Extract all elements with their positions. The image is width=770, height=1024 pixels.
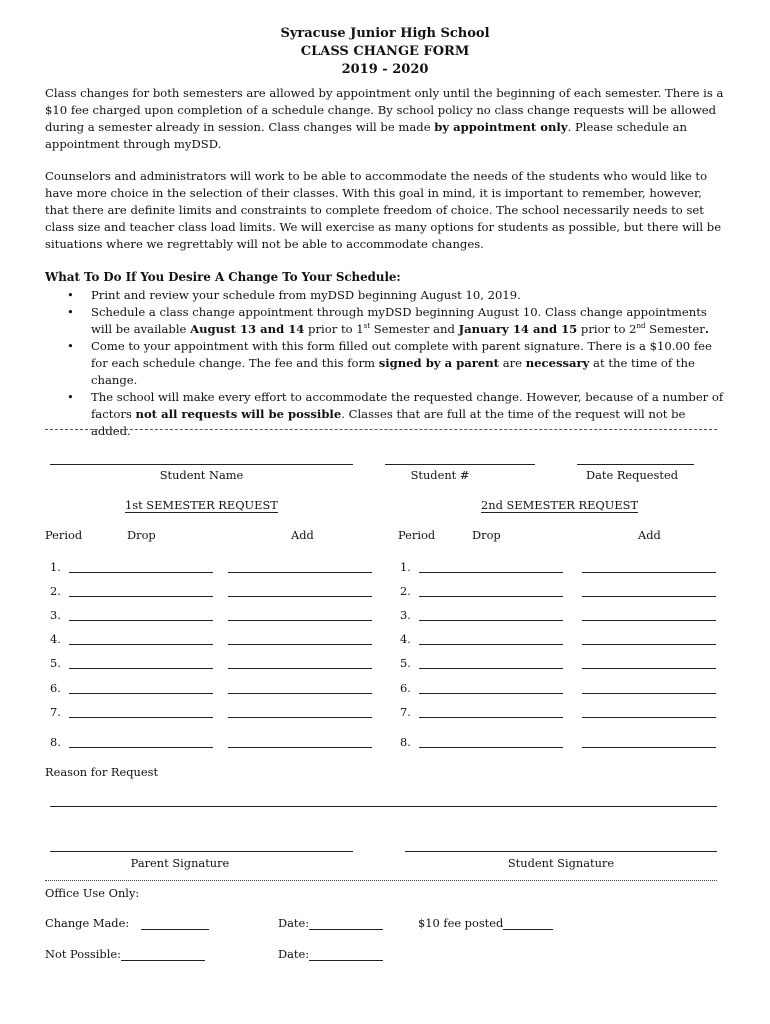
sem1-add-field[interactable] bbox=[228, 668, 372, 669]
office-divider bbox=[45, 880, 717, 881]
instruction-item: • Print and review your schedule from myDSD beginning August 10, 2019. bbox=[67, 288, 521, 302]
sem1-period-number: 4. bbox=[50, 632, 61, 646]
sem2-drop-field[interactable] bbox=[419, 717, 563, 718]
sem1-drop-field[interactable] bbox=[69, 693, 213, 694]
fee-posted-field[interactable] bbox=[503, 917, 553, 930]
sem1-drop-field[interactable] bbox=[69, 644, 213, 645]
sem1-add-field[interactable] bbox=[228, 620, 372, 621]
sem1-drop-field[interactable] bbox=[69, 717, 213, 718]
sem2-add-field[interactable] bbox=[582, 668, 716, 669]
sem2-period-number: 4. bbox=[400, 632, 411, 646]
intro-paragraph-1: Class changes for both semesters are allowed by appointment only until the beginning of each semester. There is a $10 fee charged upon completion of a schedule change. By school policy no class change requests will be allowed during a semester already in session. Class changes will be made by appointment only. Please schedule an appointment through myDSD. bbox=[45, 86, 724, 151]
sem1-period-header: Period bbox=[45, 528, 83, 542]
sem1-add-field[interactable] bbox=[228, 644, 372, 645]
sem1-period-number: 3. bbox=[50, 608, 61, 622]
sem2-add-field[interactable] bbox=[582, 693, 716, 694]
sem1-add-field[interactable] bbox=[228, 596, 372, 597]
intro-paragraph-2: Counselors and administrators will work to be able to accommodate the needs of the students who would like to have more choice in the selection of their classes. With this goal in mind, it is important to remember, however, that there are definite limits and constraints to complete freedom of choice. The school necessarily needs to set class size and teacher class load limits. We will exercise as many options for students as possible, but there will be situations where we regrettably will not be able to accommodate changes. bbox=[45, 169, 722, 251]
sem2-period-number: 6. bbox=[400, 681, 411, 695]
sem2-period-number: 3. bbox=[400, 608, 411, 622]
not-possible-date-label: Date: bbox=[278, 947, 310, 961]
sem1-add-field[interactable] bbox=[228, 693, 372, 694]
sem1-add-field[interactable] bbox=[228, 747, 372, 748]
sem1-period-number: 1. bbox=[50, 560, 61, 574]
instruction-item: • Schedule a class change appointment through myDSD beginning August 10. Class change appointments will be available August 13 and 14 prior to 1st Semester and January 14 and 15 prior to 2nd Semester. bbox=[67, 305, 709, 336]
instruction-item: • The school will make every effort to accommodate the requested change. However, because of a number of factors not all requests will be possible. Classes that are full at the time of the request will not be added. bbox=[67, 390, 724, 438]
school-name: Syracuse Junior High School bbox=[280, 26, 490, 41]
sem2-drop-field[interactable] bbox=[419, 747, 563, 748]
sem2-drop-field[interactable] bbox=[419, 693, 563, 694]
semester1-title: 1st SEMESTER REQUEST bbox=[125, 498, 278, 512]
sem2-period-number: 7. bbox=[400, 705, 411, 719]
sem2-add-field[interactable] bbox=[582, 717, 716, 718]
sem2-drop-header: Drop bbox=[472, 528, 501, 542]
sem2-drop-field[interactable] bbox=[419, 596, 563, 597]
parent-signature-field[interactable] bbox=[50, 851, 353, 852]
student-number-field[interactable] bbox=[385, 464, 535, 465]
sem1-period-number: 7. bbox=[50, 705, 61, 719]
sem2-add-field[interactable] bbox=[582, 620, 716, 621]
sem1-period-number: 2. bbox=[50, 584, 61, 598]
sem1-drop-field[interactable] bbox=[69, 620, 213, 621]
sem1-period-number: 5. bbox=[50, 656, 61, 670]
instruction-item: • Come to your appointment with this form filled out complete with parent signature. There is a $10.00 fee for each schedule change. The fee and this form signed by a parent are necessary at the time of the change. bbox=[67, 339, 712, 387]
sem1-add-field[interactable] bbox=[228, 717, 372, 718]
sem2-drop-field[interactable] bbox=[419, 572, 563, 573]
sem2-add-field[interactable] bbox=[582, 644, 716, 645]
instructions-list bbox=[45, 287, 725, 440]
date-requested-field[interactable] bbox=[577, 464, 694, 465]
sem2-period-number: 1. bbox=[400, 560, 411, 574]
parent-signature-label: Parent Signature bbox=[130, 856, 230, 870]
sem1-drop-header: Drop bbox=[127, 528, 156, 542]
sem1-drop-field[interactable] bbox=[69, 668, 213, 669]
not-possible-date-field[interactable] bbox=[309, 948, 383, 961]
student-number-label: Student # bbox=[410, 468, 470, 482]
student-name-field[interactable] bbox=[50, 464, 353, 465]
office-use-heading: Office Use Only: bbox=[45, 886, 140, 900]
fee-posted-row bbox=[418, 916, 553, 930]
fee-posted-label: $10 fee posted bbox=[418, 916, 504, 930]
change-made-field[interactable] bbox=[141, 917, 209, 930]
sem1-period-number: 8. bbox=[50, 735, 61, 749]
change-date-field[interactable] bbox=[309, 917, 383, 930]
change-made-label: Change Made: bbox=[45, 916, 130, 930]
not-possible-row bbox=[45, 947, 205, 961]
form-title: CLASS CHANGE FORM bbox=[300, 44, 470, 59]
date-requested-label: Date Requested bbox=[585, 468, 678, 482]
change-made-row bbox=[45, 916, 209, 930]
sem2-drop-field[interactable] bbox=[419, 620, 563, 621]
reason-label: Reason for Request bbox=[45, 765, 159, 779]
sem2-period-header: Period bbox=[398, 528, 436, 542]
school-year: 2019 - 2020 bbox=[341, 62, 429, 77]
not-possible-date-row bbox=[278, 947, 383, 961]
not-possible-field[interactable] bbox=[121, 948, 205, 961]
student-signature-label: Student Signature bbox=[507, 856, 615, 870]
change-date-label: Date: bbox=[278, 916, 310, 930]
sem2-drop-field[interactable] bbox=[419, 668, 563, 669]
reason-field[interactable] bbox=[50, 806, 717, 807]
sem2-add-header: Add bbox=[638, 528, 661, 542]
sem2-add-field[interactable] bbox=[582, 572, 716, 573]
sem1-drop-field[interactable] bbox=[69, 596, 213, 597]
sem2-period-number: 5. bbox=[400, 656, 411, 670]
sem1-period-number: 6. bbox=[50, 681, 61, 695]
sem1-add-field[interactable] bbox=[228, 572, 372, 573]
sem2-period-number: 8. bbox=[400, 735, 411, 749]
not-possible-label: Not Possible: bbox=[45, 947, 121, 961]
student-name-label: Student Name bbox=[159, 468, 244, 482]
cut-line-divider bbox=[45, 429, 717, 430]
sem2-drop-field[interactable] bbox=[419, 644, 563, 645]
sem1-drop-field[interactable] bbox=[69, 747, 213, 748]
change-date-row bbox=[278, 916, 383, 930]
sem1-add-header: Add bbox=[291, 528, 314, 542]
sem2-add-field[interactable] bbox=[582, 747, 716, 748]
student-signature-field[interactable] bbox=[405, 851, 717, 852]
sem2-add-field[interactable] bbox=[582, 596, 716, 597]
instructions-heading: What To Do If You Desire A Change To Your Schedule: bbox=[45, 270, 401, 284]
sem1-drop-field[interactable] bbox=[69, 572, 213, 573]
semester2-title: 2nd SEMESTER REQUEST bbox=[481, 498, 639, 512]
sem2-period-number: 2. bbox=[400, 584, 411, 598]
